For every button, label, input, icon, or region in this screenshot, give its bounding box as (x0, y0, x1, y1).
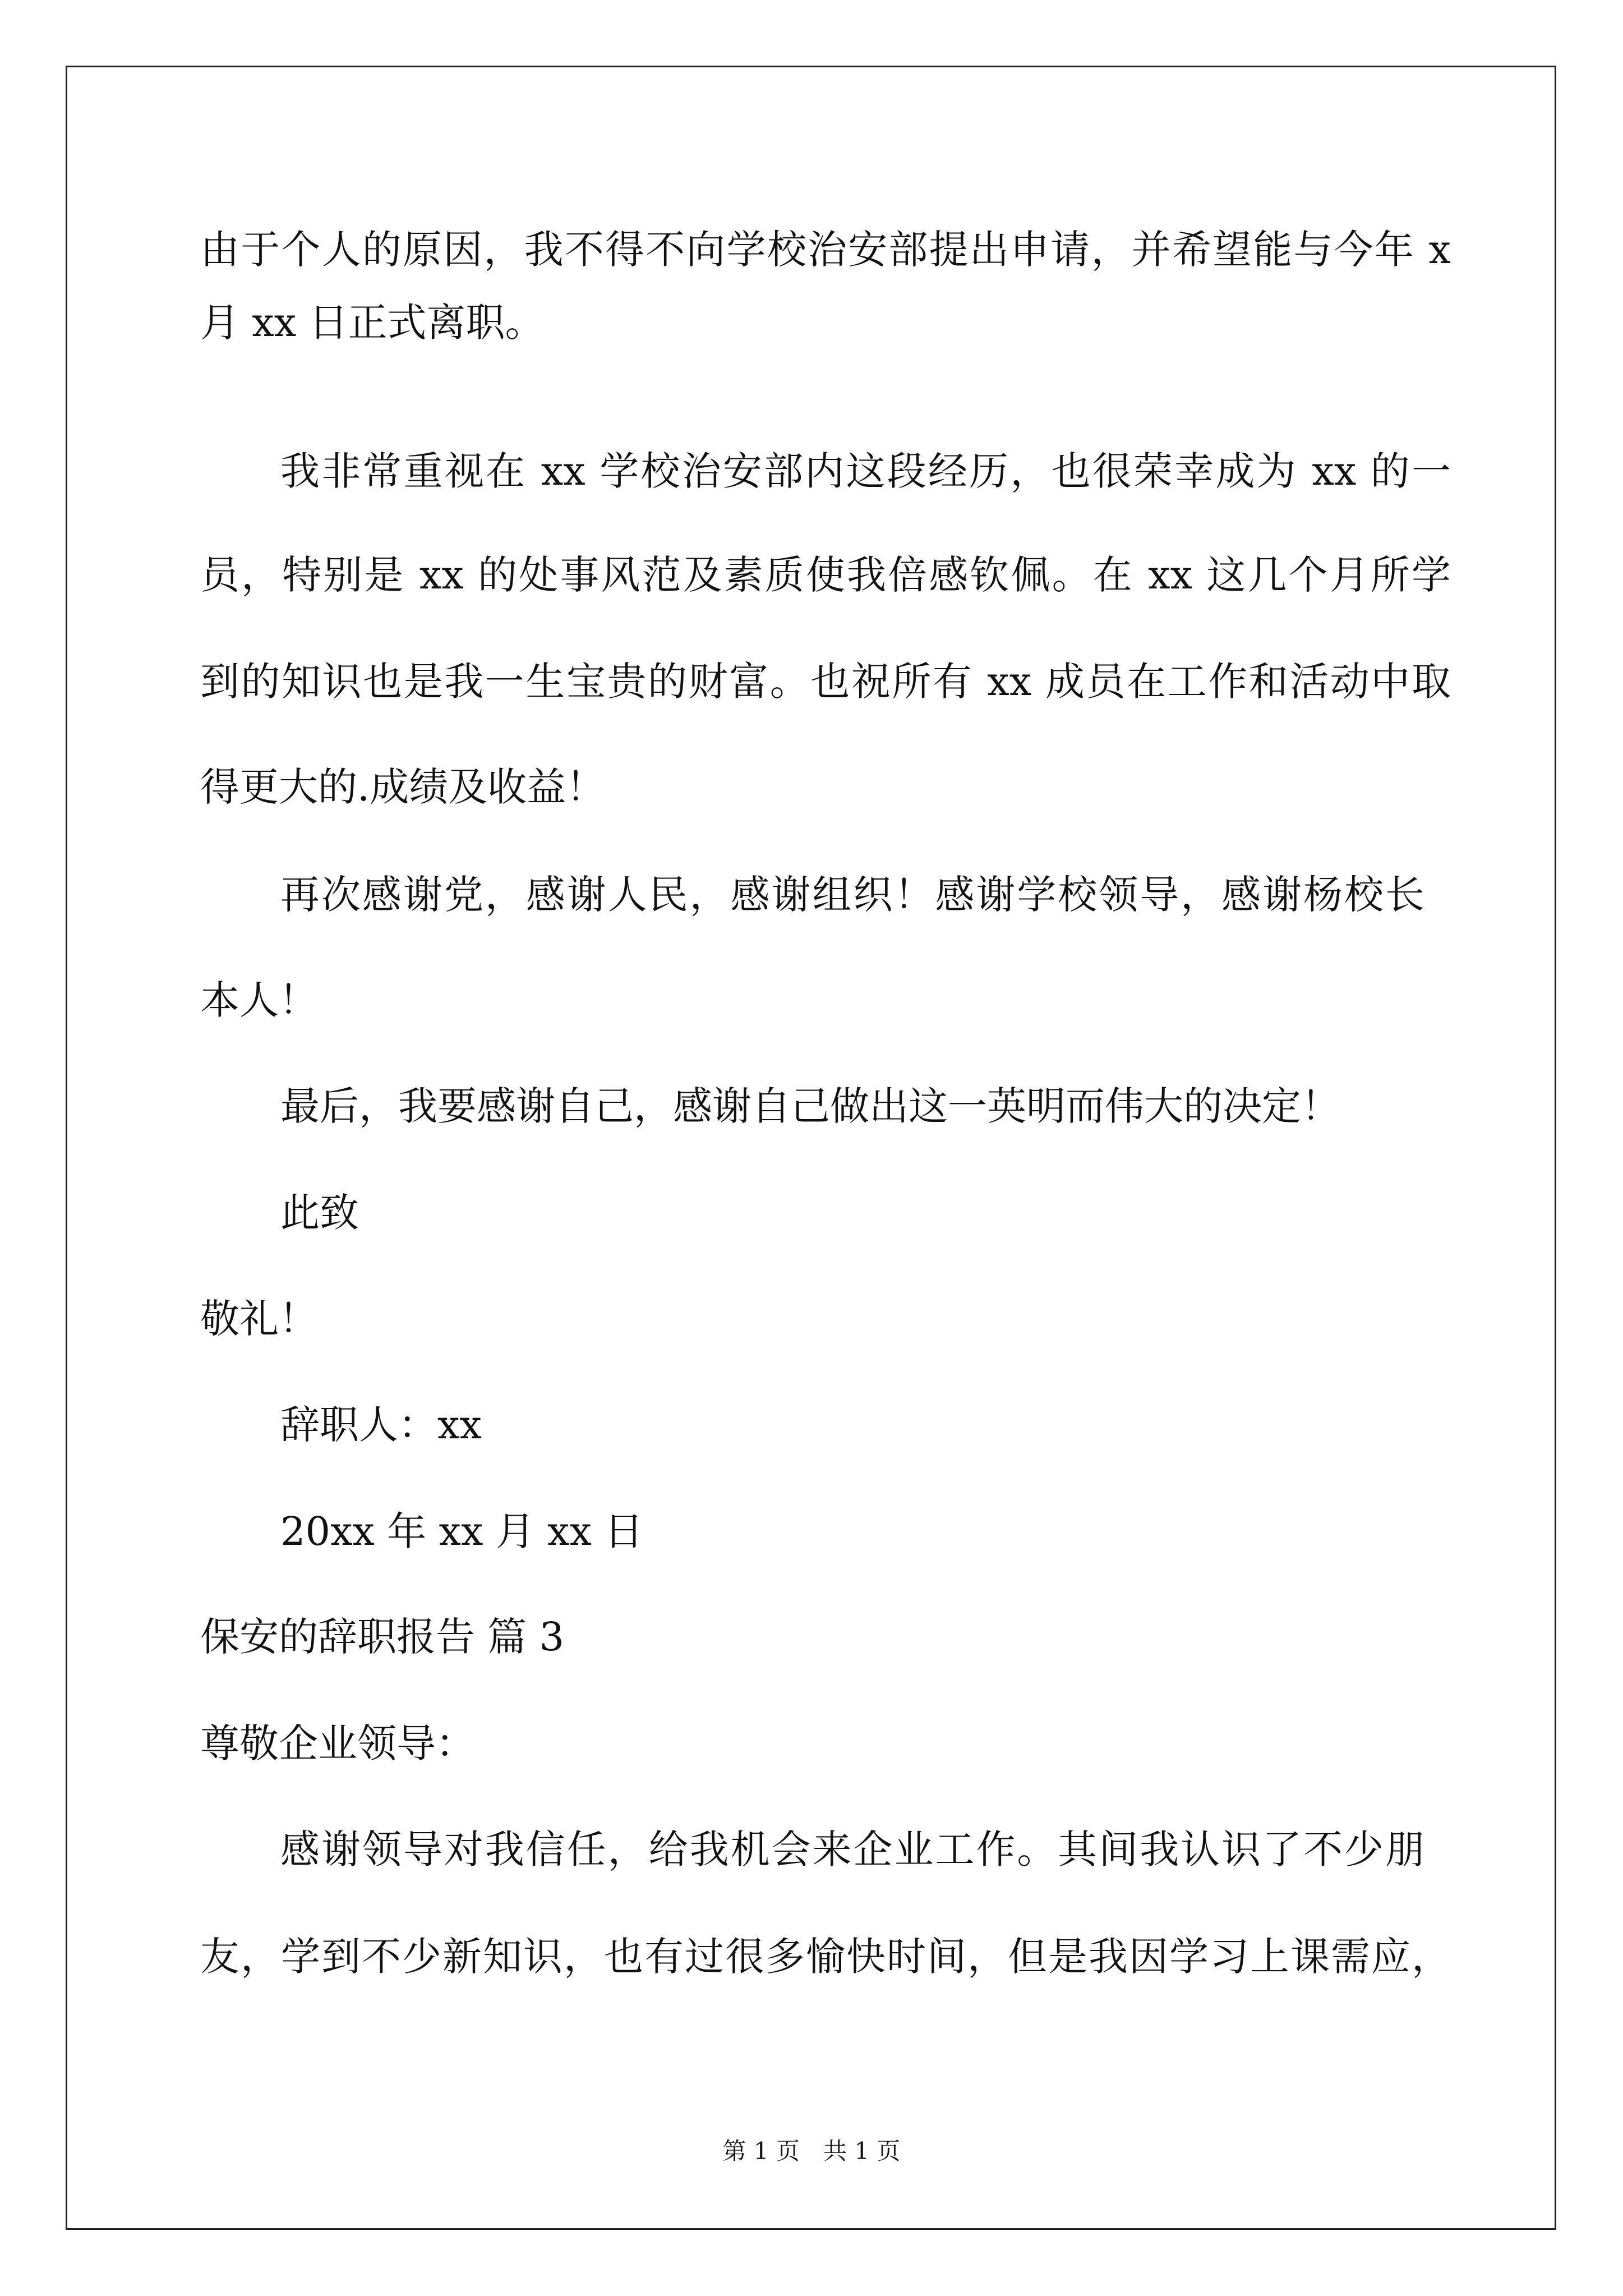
paragraph-line: 得更大的.成绩及收益！ (200, 764, 606, 810)
paragraph-line: 再次感谢党，感谢人民，感谢组织！感谢学校领导，感谢杨校长 (280, 872, 1424, 918)
date-line: 20xx 年 xx 月 xx 日 (280, 1508, 644, 1554)
paragraph-line: 本人！ (200, 977, 318, 1023)
paragraph-line: 月 xx 日正式离职。 (200, 300, 545, 346)
paragraph-line: 我非常重视在 xx 学校治安部内这段经历，也很荣幸成为 xx 的一 (280, 448, 1451, 494)
paragraph-line: 由于个人的原因，我不得不向学校治安部提出申请，并希望能与今年 x (200, 227, 1451, 273)
page-border (66, 66, 1556, 2230)
section-heading: 保安的辞职报告 篇 3 (200, 1614, 565, 1660)
paragraph-line: 到的知识也是我一生宝贵的财富。也祝所有 xx 成员在工作和活动中取 (200, 659, 1451, 705)
greeting-line: 尊敬企业领导： (200, 1720, 475, 1766)
paragraph-line: 感谢领导对我信任，给我机会来企业工作。其间我认识了不少朋 (280, 1826, 1424, 1872)
paragraph-line: 员，特别是 xx 的处事风范及素质使我倍感钦佩。在 xx 这几个月所学 (200, 552, 1451, 598)
paragraph-line: 最后，我要感谢自己，感谢自己做出这一英明而伟大的决定！ (280, 1083, 1340, 1129)
signature-line: 辞职人：xx (280, 1402, 482, 1448)
closing-salutation: 此致 (280, 1190, 359, 1236)
closing-regards: 敬礼！ (200, 1296, 318, 1342)
page-number-footer: 第 1 页 共 1 页 (722, 2137, 901, 2165)
paragraph-line: 友，学到不少新知识，也有过很多愉快时间，但是我因学习上课需应， (200, 1934, 1451, 1980)
